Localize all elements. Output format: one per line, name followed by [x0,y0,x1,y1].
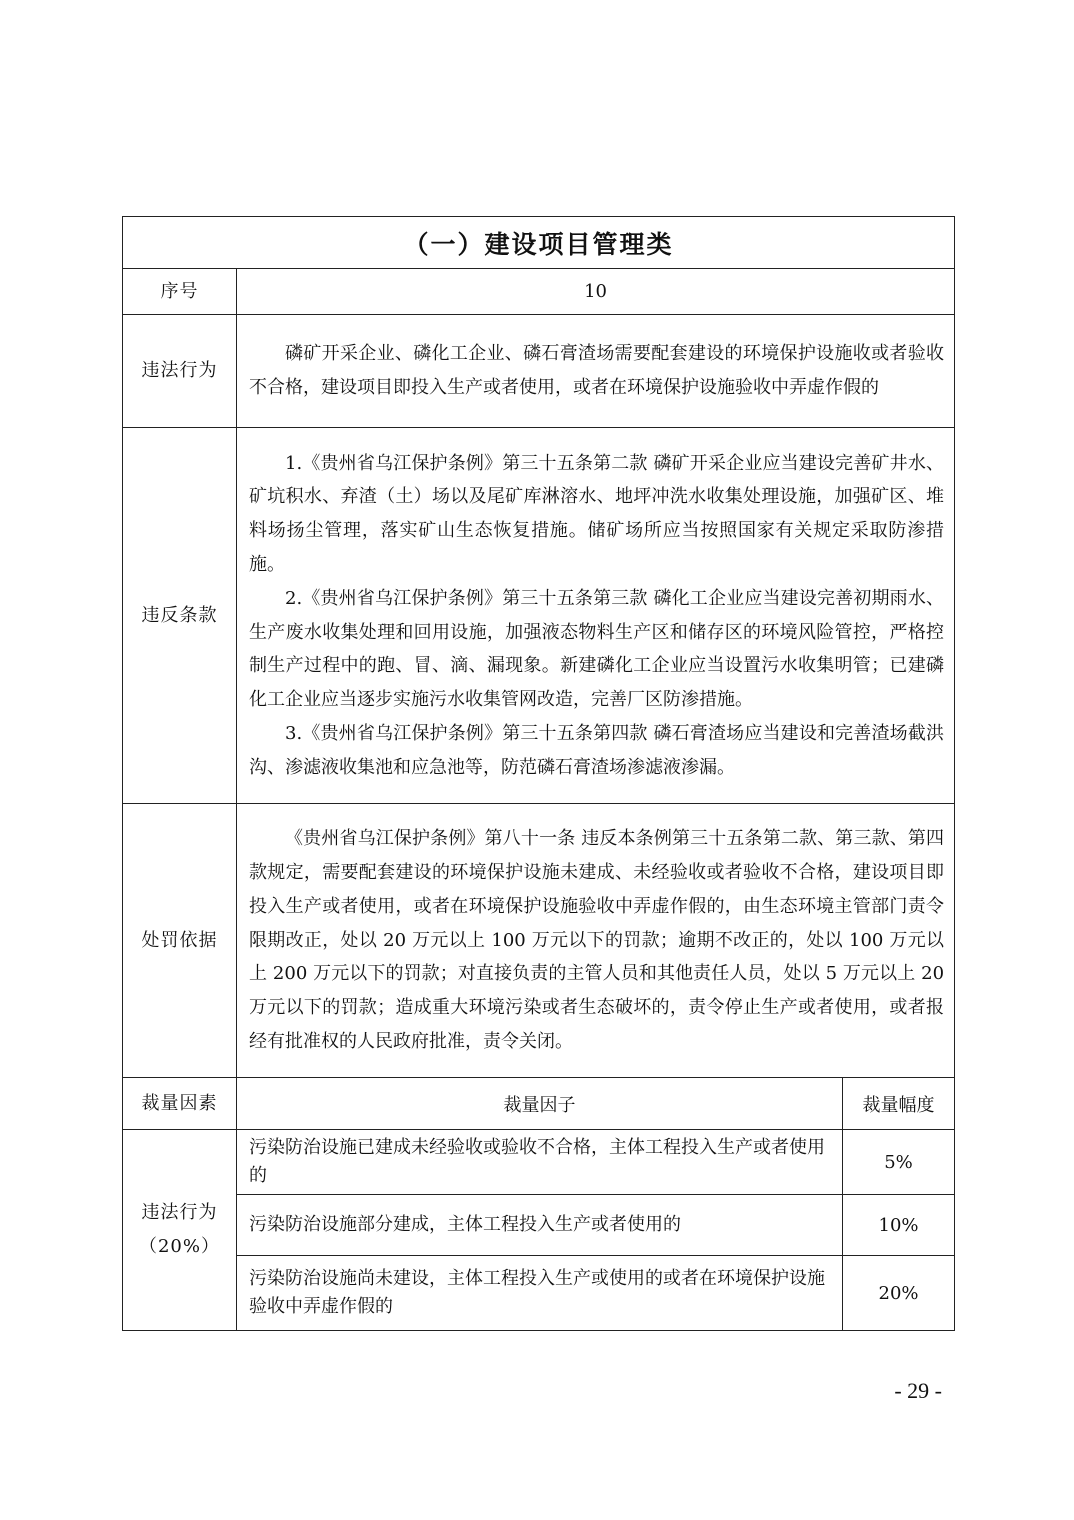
violated-clauses-row [123,428,955,804]
discretion-range-3: 20% [843,1256,955,1331]
discretion-group-label-line2: （20%） [138,1236,220,1257]
penalty-basis-text: 《贵州省乌江保护条例》第八十一条 违反本条例第三十五条第二款、第三款、第四款规定，需要配套建设的环境保护设施未建成、未经验收或者验收不合格，建设项目即投入生产或者使用，或者在环境保护设施验收中弄虚作假的，由生态环境主管部门责令限期改正，处以 20 万元以上 100 万元以下的罚款；逾期不改正的，处以 100 万元以上 200 万元以下的罚款；对直接负责的主管人员和其他责任人员，处以 5 万元以上 20 万元以下的罚款；造成重大环境污染或者生态破坏的，责令停止生产或者使用，或者报经有批准权的人民政府批准，责令关闭。 [249,828,945,1052]
penalty-basis-row [123,804,955,1078]
page-number: - 29 - [894,1378,942,1403]
discretion-factor-header: 裁量因素 [123,1078,237,1130]
discretion-factor-2: 污染防治设施部分建成，主体工程投入生产或者使用的 [237,1195,843,1256]
discretion-row-2 [123,1195,955,1256]
violation-row [123,315,955,428]
violation-text-cell [237,315,955,428]
clause-paragraph-3: 3.《贵州省乌江保护条例》第三十五条第四款 磷石膏渣场应当建设和完善渣场截洪沟、渗滤液收集池和应急池等，防范磷石膏渣场渗滤液渗漏。 [249,722,945,778]
discretion-range-header: 裁量幅度 [843,1078,955,1130]
table-title: （一）建设项目管理类 [123,217,955,269]
serial-label: 序号 [123,269,237,315]
penalty-discretion-table [122,216,955,1331]
discretion-group-label-line1: 违法行为 [141,1202,218,1223]
serial-value: 10 [237,269,955,315]
discretion-row-3 [123,1256,955,1331]
penalty-basis-cell [237,804,955,1078]
violated-clauses-cell [237,428,955,804]
discretion-row-1 [123,1130,955,1195]
discretion-factor-3: 污染防治设施尚未建设，主体工程投入生产或使用的或者在环境保护设施验收中弄虚作假的 [237,1256,843,1331]
serial-row [123,269,955,315]
clause-paragraph-1: 1.《贵州省乌江保护条例》第三十五条第二款 磷矿开采企业应当建设完善矿井水、矿坑积水、弃渣（土）场以及尾矿库淋溶水、地坪冲洗水收集处理设施，加强矿区、堆料场扬尘管理，落实矿山生态恢复措施。储矿场所应当按照国家有关规定采取防渗措施。 [249,452,945,575]
violation-label: 违法行为 [123,315,237,428]
penalty-basis-label: 处罚依据 [123,804,237,1078]
violation-text: 磷矿开采企业、磷化工企业、磷石膏渣场需要配套建设的环境保护设施收或者验收不合格，建设项目即投入生产或者使用，或者在环境保护设施验收中弄虚作假的 [249,343,945,398]
table-title-row [123,217,955,269]
clause-paragraph-2: 2.《贵州省乌江保护条例》第三十五条第三款 磷化工企业应当建设完善初期雨水、生产废水收集处理和回用设施，加强液态物料生产区和储存区的环境风险管控，严格控制生产过程中的跑、冒、滴、漏现象。新建磷化工企业应当设置污水收集明管；已建磷化工企业应当逐步实施污水收集管网改造，完善厂区防渗措施。 [249,587,945,711]
discretion-header-row [123,1078,955,1130]
discretion-group-label [123,1130,237,1331]
discretion-item-header: 裁量因子 [237,1078,843,1130]
discretion-range-1: 5% [843,1130,955,1195]
discretion-factor-1: 污染防治设施已建成未经验收或验收不合格，主体工程投入生产或者使用的 [237,1130,843,1195]
discretion-range-2: 10% [843,1195,955,1256]
violated-clauses-label: 违反条款 [123,428,237,804]
